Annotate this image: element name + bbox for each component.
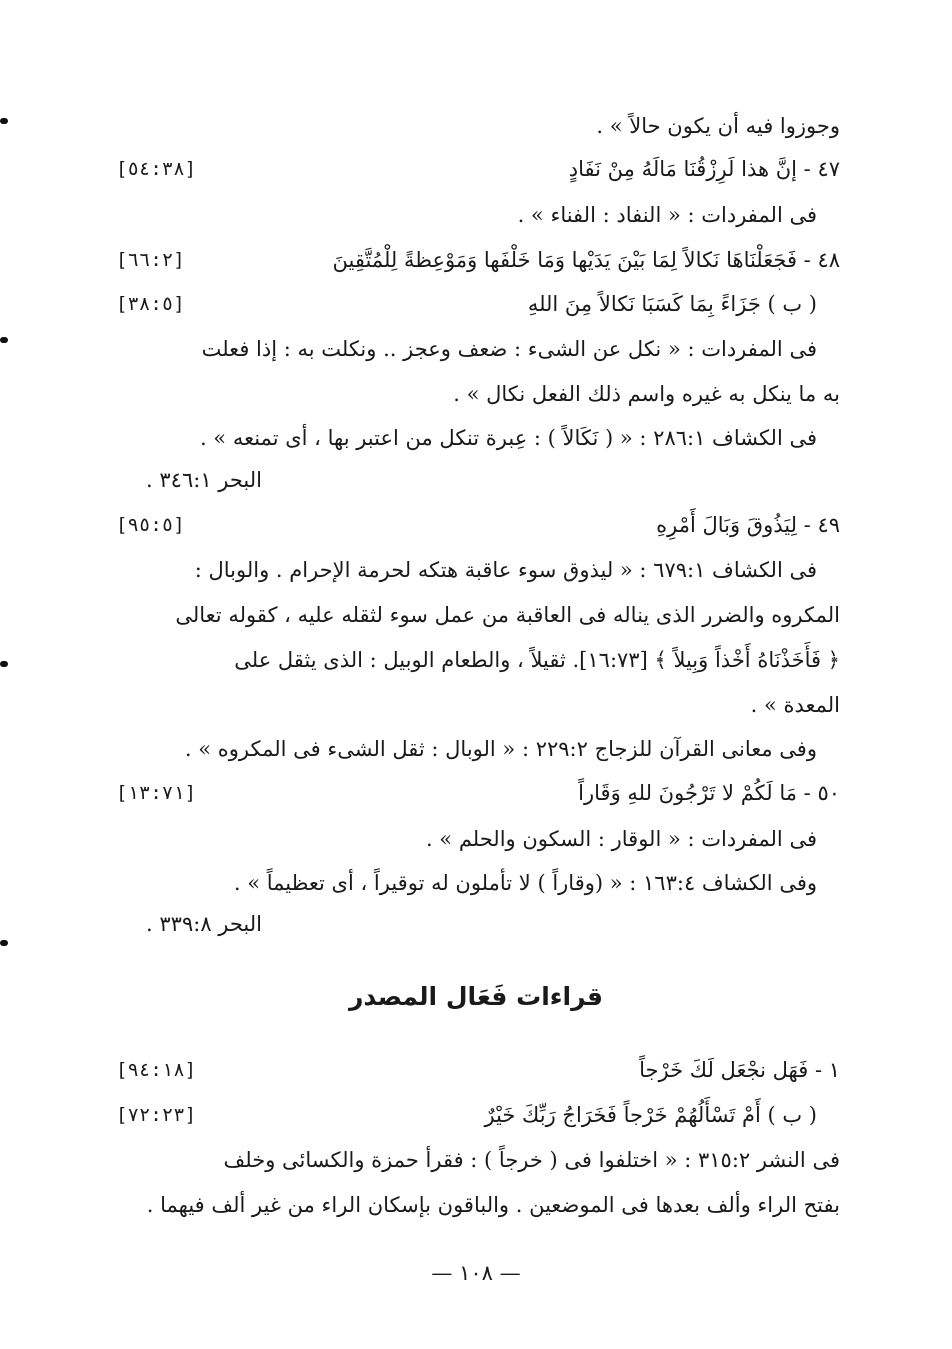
verse-text: ٥٠ - مَا لَكُمْ لا تَرْجُونَ للهِ وَقَاراً xyxy=(578,781,840,805)
text-line xyxy=(110,1138,840,1182)
verse-line xyxy=(110,238,840,282)
text-line xyxy=(110,372,840,416)
line-text: فى المفردات : « نكل عن الشىء : ضعف وعجز .. ونكلت به : إذا فعلت xyxy=(201,337,817,361)
verse-reference: [٦٦:٢] xyxy=(116,249,185,271)
scan-mark xyxy=(0,118,8,124)
text-line xyxy=(110,902,262,946)
verse-reference: [٥٤:٣٨] xyxy=(116,158,197,180)
line-text: فى الكشاف ٢٨٦:١ : « ( نَكَالاً ) : عِبرة تنكل من اعتبر بها ، أى تمنعه » . xyxy=(199,426,817,450)
text-line xyxy=(110,548,817,592)
scan-mark xyxy=(0,661,8,667)
line-text: وفى معانى القرآن للزجاج ٢٢٩:٢ : « الوبال : ثقل الشىء فى المكروه » . xyxy=(184,737,817,761)
text-line xyxy=(110,327,817,371)
verse-text: ( ب ) جَزَاءً بِمَا كَسَبَا نَكالاً مِنَ اللهِ xyxy=(527,292,817,316)
line-text: فى المفردات : « النفاد : الفناء » . xyxy=(517,203,817,227)
scan-mark xyxy=(0,940,8,946)
verse-reference: [٣٨:٥] xyxy=(116,293,185,315)
verse-reference: [٩٥:٥] xyxy=(116,514,185,536)
verse-text: ٤٧ - إنَّ هذا لَرِزْقُنَا مَالَهُ مِنْ نَفَادٍ xyxy=(568,157,840,181)
verse-reference: [٩٤:١٨] xyxy=(116,1059,197,1081)
text-line xyxy=(110,193,817,237)
verse-text: ( ب ) أَمْ تَسْأَلُهُمْ خَرْجاً فَخَرَاجُ رَبِّكَ خَيْرٌ xyxy=(484,1103,817,1127)
verse-line xyxy=(110,771,840,815)
page-number: — ١٠٨ — xyxy=(431,1261,521,1285)
text-line xyxy=(110,1183,840,1227)
text-line xyxy=(110,817,817,861)
text-line xyxy=(110,638,840,682)
text-line xyxy=(110,458,262,502)
text-line xyxy=(110,104,840,148)
text-line xyxy=(110,593,840,637)
line-text: فى المفردات : « الوقار : السكون والحلم » . xyxy=(425,827,817,851)
scan-mark xyxy=(0,337,8,343)
line-text: المكروه والضرر الذى يناله فى العاقبة من عمل سوء لثقله عليه ، كقوله تعالى xyxy=(175,603,840,627)
line-text: بفتح الراء وألف بعدها فى الموضعين . والباقون بإسكان الراء من غير ألف فيهما . xyxy=(146,1193,840,1217)
verse-text: ٤٨ - فَجَعَلْنَاهَا نَكالاً لِمَا بَيْنَ يَدَيْها وَمَا خَلْفَها وَمَوْعِظةً لِلْمُتَّقِينَ xyxy=(332,248,840,272)
verse-line xyxy=(110,1048,840,1092)
line-text: فى النشر ٣١٥:٢ : « اختلفوا فى ( خرجاً ) : فقرأ حمزة والكسائى وخلف xyxy=(223,1148,840,1172)
line-text: وفى الكشاف ١٦٣:٤ : « (وقاراً ) لا تأملون له توقيراً ، أى تعظيماً » . xyxy=(233,871,817,895)
line-text: المعدة » . xyxy=(750,693,840,717)
line-text: ﴿ فَأَخَذْنَاهُ أَخْذاً وَبِيلاً ﴾ [١٦:٧٣]. ثقيلاً ، والطعام الوبيل : الذى يثقل على xyxy=(234,648,840,672)
line-text: وجوزوا فيه أن يكون حالاً » . xyxy=(596,114,840,138)
line-text: به ما ينكل به غيره واسم ذلك الفعل نكال » . xyxy=(453,382,840,406)
text-line xyxy=(110,683,840,727)
line-text: البحر ٣٣٩:٨ . xyxy=(146,912,262,936)
line-text: فى الكشاف ٦٧٩:١ : « ليذوق سوء عاقبة هتكه لحرمة الإحرام . والوبال : xyxy=(194,558,817,582)
verse-reference: [٧٢:٢٣] xyxy=(116,1104,197,1126)
line-text: البحر ٣٤٦:١ . xyxy=(146,468,262,492)
verse-line xyxy=(110,1093,817,1137)
verse-reference: [١٣:٧١] xyxy=(116,782,197,804)
verse-line xyxy=(110,282,817,326)
verse-line xyxy=(110,503,840,547)
verse-line xyxy=(110,147,840,191)
text-line xyxy=(110,416,817,460)
section-heading: قراءات فَعَال المصدر xyxy=(348,982,604,1011)
verse-text: ٤٩ - لِيَذُوقَ وَبَالَ أَمْرِهِ xyxy=(656,513,840,537)
verse-text: ١ - فَهَل نجْعَل لَكَ خَرْجاً xyxy=(639,1058,840,1082)
text-line xyxy=(110,861,817,905)
text-line xyxy=(110,727,817,771)
